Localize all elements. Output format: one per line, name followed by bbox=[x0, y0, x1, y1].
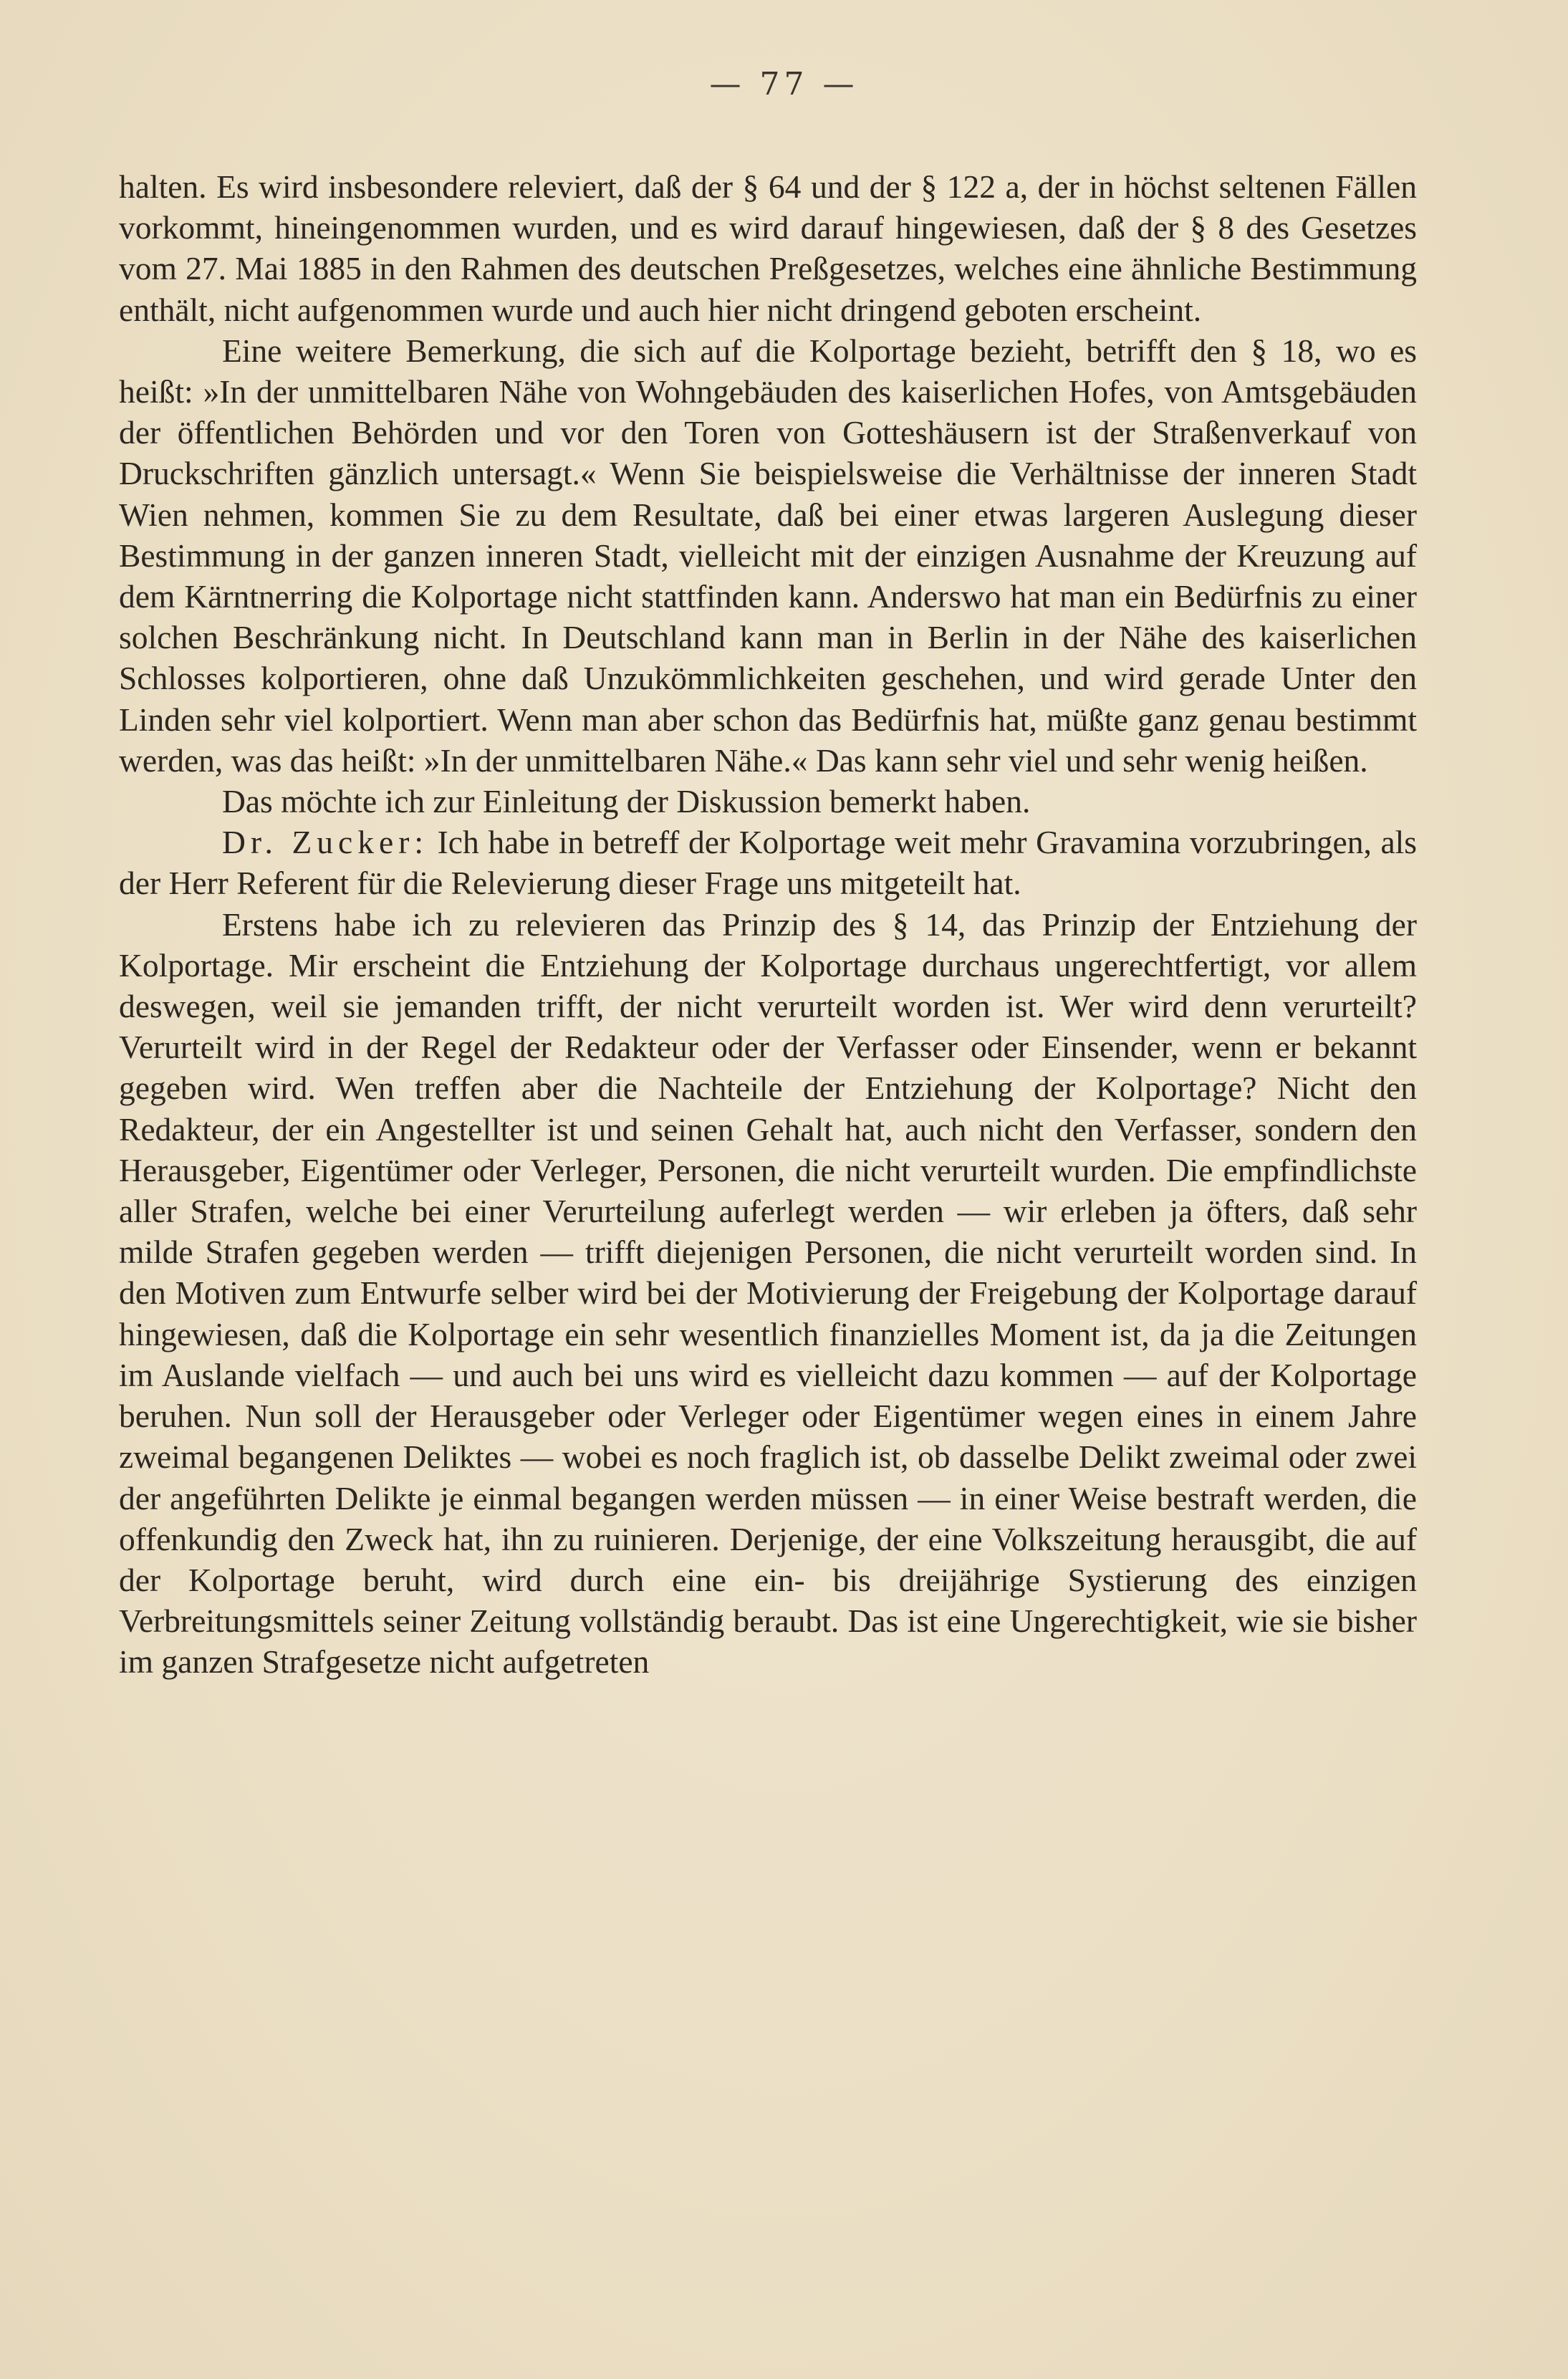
paragraph: Das möchte ich zur Einleitung der Diskussion bemerkt haben. bbox=[222, 783, 1031, 820]
paragraph: Erstens habe ich zu relevieren das Prinzip des § 14, das Prinzip der Entziehung der Kolportage. Mir erscheint die Entziehung der Kolportage durchaus ungerechtfertigt, vor allem deswegen, weil sie jemanden trifft, der nicht verurteilt worden ist. Wer wird denn verurteilt? Verurteilt wird in der Regel der Redakteur oder der Verfasser oder Einsender, wenn er bekannt gegeben wird. Wen treffen aber die Nachteile der Entziehung der Kolportage? Nicht den Redakteur, der ein Angestellter ist und seinen Gehalt hat, auch nicht den Verfasser, sondern den Herausgeber, Eigentümer oder Verleger, Personen, die nicht verurteilt wurden. Die empfindlichste aller Strafen, welche bei einer Verurteilung auferlegt werden — wir erleben ja öfters, daß sehr milde Strafen gegeben werden — trifft diejenigen Personen, die nicht verurteilt worden sind. In den Motiven zum Entwurfe selber wird bei der Motivierung der Freigebung der Kolportage darauf hingewiesen, daß die Kolportage ein sehr wesentlich finanzielles Moment ist, da ja die Zeitungen im Auslande vielfach — und auch bei uns wird es vielleicht dazu kommen — auf der Kolportage beruhen. Nun soll der Herausgeber oder Verleger oder Eigentümer wegen eines in einem Jahre zweimal begangenen Deliktes — wobei es noch fraglich ist, ob dasselbe Delikt zweimal oder zwei der angeführten Delikte je einmal begangen werden müssen — in einer Weise bestraft werden, die offenkundig den Zweck hat, ihn zu ruinieren. Derjenige, der eine Volkszeitung herausgibt, die auf der Kolportage beruht, wird durch eine ein- bis dreijährige Systierung des einzigen Verbreitungsmittels seiner Zeitung vollständig beraubt. Das ist eine Ungerechtigkeit, wie sie bisher im ganzen Strafgesetze nicht aufgetreten bbox=[119, 905, 1417, 1681]
paragraph: Eine weitere Bemerkung, die sich auf die Kolportage bezieht, betrifft den § 18, wo es heißt: »In der unmittelbaren Nähe von Wohngebäuden des kaiserlichen Hofes, von Amtsgebäuden der öffentlichen Behörden und vor den Toren von Gotteshäusern ist der Straßenverkauf von Druckschriften gänzlich untersagt.« Wenn Sie beispielsweise die Verhältnisse der inneren Stadt Wien nehmen, kommen Sie zu dem Resultate, daß bei einer etwas largeren Auslegung dieser Bestimmung in der ganzen inneren Stadt, vielleicht mit der einzigen Ausnahme der Kreuzung auf dem Kärntnerring die Kolportage nicht stattfinden kann. Anderswo hat man ein Bedürfnis zu einer solchen Beschränkung nicht. In Deutschland kann man in Berlin in der Nähe des kaiserlichen Schlosses kolportieren, ohne daß Unzukömmlichkeiten geschehen, und wird gerade Unter den Linden sehr viel kolportiert. Wenn man aber schon das Bedürfnis hat, müßte ganz genau bestimmt werden, was das heißt: »In der unmittelbaren Nähe.« Das kann sehr viel und sehr wenig heißen. bbox=[119, 332, 1417, 779]
speaker-name: Dr. Zucker: bbox=[222, 824, 428, 861]
paragraph-speaker bbox=[119, 822, 1417, 903]
speaker-text: Ich habe in betreff der Kolportage weit mehr Gravamina vorzubringen, als der Herr Referent für die Relevierung dieser Frage uns mitgeteilt hat. bbox=[119, 824, 1418, 902]
paragraph: halten. Es wird insbesondere releviert, daß der § 64 und der § 122 a, der in höchst seltenen Fällen vorkommt, hineingenommen wurden, und es wird darauf hingewiesen, daß der § 8 des Gesetzes vom 27. Mai 1885 in den Rahmen des deutschen Preßgesetzes, welches eine ähnliche Bestimmung enthält, nicht aufgenommen wurde und auch hier nicht dringend geboten erscheint. bbox=[119, 168, 1417, 328]
page-number: — 77 — bbox=[709, 66, 859, 102]
body-text bbox=[119, 166, 1417, 1683]
